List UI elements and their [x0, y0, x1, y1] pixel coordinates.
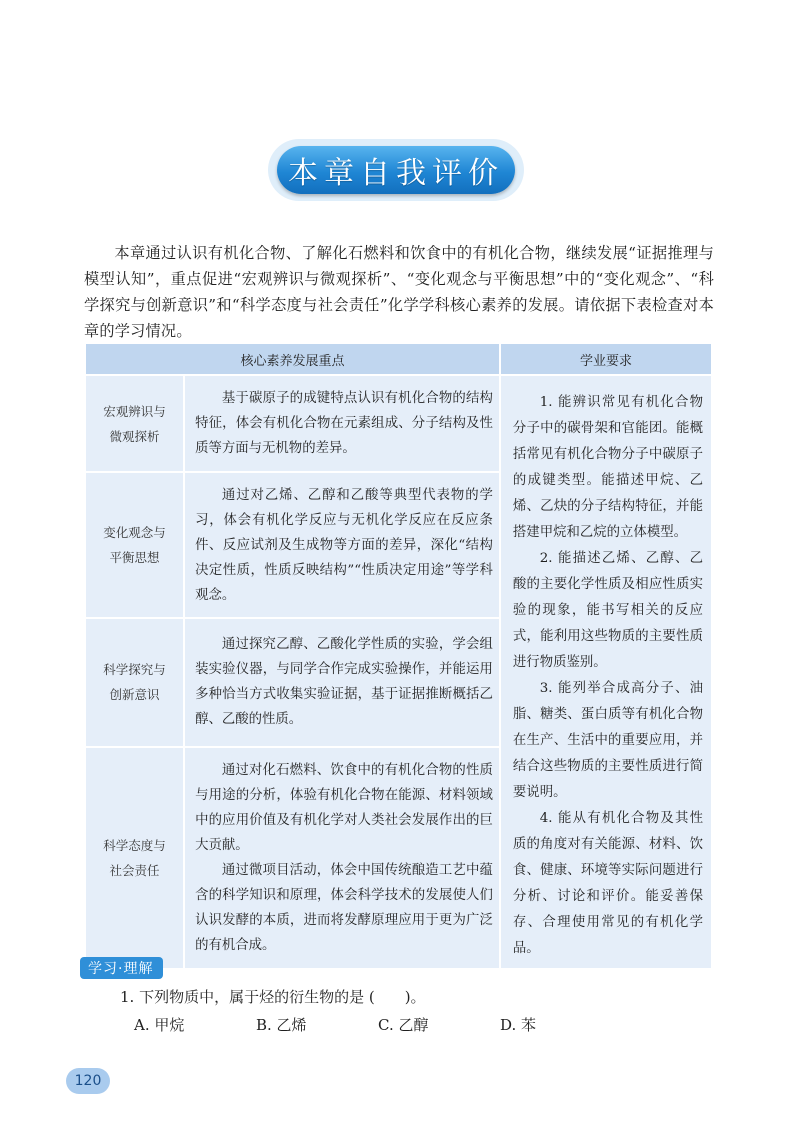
competency-table — [84, 342, 713, 970]
requirement-item: 1. 能辨识常见有机化合物分子中的碳骨架和官能团。能概括常见有机化合物分子中碳原子的成键类型。能描述甲烷、乙烯、乙炔的分子结构特征，并能搭建甲烷和乙烷的立体模型。 — [512, 395, 703, 540]
option-c: C. 乙醇 — [378, 1016, 429, 1034]
row-label: 科学探究与创新意识 — [86, 619, 183, 746]
answer-options — [134, 1014, 622, 1035]
row-description — [185, 748, 499, 968]
section-tag-learning: 学习·理解 — [80, 957, 163, 979]
chapter-title: 本章自我评价 — [288, 156, 504, 191]
page-number: 120 — [66, 1068, 110, 1094]
intro-text — [84, 240, 714, 344]
table-header-core: 核心素养发展重点 — [86, 344, 499, 374]
question-text: 1. 下列物质中，属于烃的衍生物的是 ( )。 — [120, 988, 426, 1006]
description-paragraph: 通过探究乙醇、乙酸化学性质的实验，学会组装实验仪器，与同学合作完成实验操作，并能运用多种恰当方式收集实验证据，基于证据推断概括乙醇、乙酸的性质。 — [195, 637, 493, 728]
row-label: 宏观辨识与微观探析 — [86, 376, 183, 471]
description-paragraph: 基于碳原子的成键特点认识有机化合物的结构特征，体会有机化合物在元素组成、分子结构及性质等方面与无机物的差异。 — [195, 391, 493, 457]
chapter-title-banner — [268, 139, 524, 201]
description-paragraph: 通过对乙烯、乙醇和乙酸等典型代表物的学习，体会有机化学反应与无机化学反应在反应条件、反应试剂及生成物等方面的差异，深化“结构决定性质，性质反映结构”“性质决定用途”等学科观念。 — [195, 487, 493, 603]
table-header-requirements: 学业要求 — [501, 344, 711, 374]
table-row — [86, 376, 711, 471]
row-description — [185, 619, 499, 746]
row-description — [185, 376, 499, 471]
requirements-cell — [501, 376, 711, 968]
intro-paragraph: 本章通过认识有机化合物、了解化石燃料和饮食中的有机化合物，继续发展“证据推理与模型认知”，重点促进“宏观辨识与微观探析”、“变化观念与平衡思想”中的“变化观念”、“科学探究与创新意识”和“科学态度与社会责任”化学学科核心素养的发展。请依据下表检查对本章的学习情况。 — [84, 244, 714, 340]
row-label: 科学态度与社会责任 — [86, 748, 183, 968]
description-paragraph: 通过微项目活动，体会中国传统酿造工艺中蕴含的科学知识和原理，体会科学技术的发展使人们认识发酵的本质，进而将发酵原理应用于更为广泛的有机合成。 — [195, 862, 493, 953]
option-b: B. 乙烯 — [256, 1016, 307, 1034]
row-label: 变化观念与平衡思想 — [86, 473, 183, 617]
requirement-item: 4. 能从有机化合物及其性质的角度对有关能源、材料、饮食、健康、环境等实际问题进行分析、讨论和评价。能妥善保存、合理使用常见的有机化学品。 — [512, 811, 703, 956]
requirement-item: 2. 能描述乙烯、乙醇、乙酸的主要化学性质及相应性质实验的现象，能书写相关的反应式，能利用这些物质的主要性质进行物质鉴别。 — [512, 551, 703, 670]
row-description — [185, 473, 499, 617]
chapter-title-pill — [277, 146, 515, 194]
description-paragraph: 通过对化石燃料、饮食中的有机化合物的性质与用途的分析，体验有机化合物在能源、材料领域中的应用价值及有机化学对人类社会发展作出的巨大贡献。 — [195, 762, 493, 853]
option-a: A. 甲烷 — [134, 1016, 185, 1034]
option-d: D. 苯 — [500, 1016, 537, 1034]
requirement-item: 3. 能列举合成高分子、油脂、糖类、蛋白质等有机化合物在生产、生活中的重要应用，并结合这些物质的主要性质进行简要说明。 — [512, 681, 703, 800]
